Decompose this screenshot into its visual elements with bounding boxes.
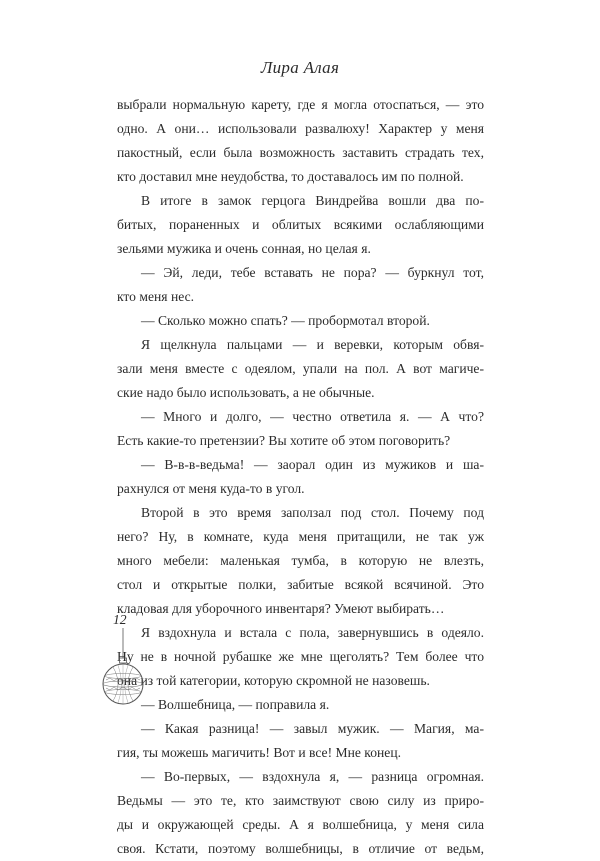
text-line: Второй в это время заползал под стол. Почему под [141, 505, 484, 520]
text-line: выбрали нормальную карету, где я могла отоспаться, — это [117, 97, 484, 112]
text-line: — В-в-в-ведьма! — заорал один из мужиков и ша- [141, 457, 484, 472]
text-line: — Во-первых, — вздохнула я, — разница огромная. [141, 769, 484, 784]
text-line: Я щелкнула пальцами — и веревки, которым обвя- [141, 337, 484, 352]
text-line: него? Ну, в комнате, куда меня притащили, не так уж [117, 529, 484, 544]
text-line: своя. Кстати, поэтому волшебницы, в отличие от ведьм, [117, 841, 484, 856]
text-line: кладовая для уборочного инвентаря? Умеют выбирать… [117, 601, 445, 616]
text-line: она из той категории, которую скромной не назовешь. [117, 673, 430, 688]
text-line: — Сколько можно спать? — пробормотал второй. [141, 313, 430, 328]
text-line: — Эй, леди, тебе вставать не пора? — буркнул тот, [141, 265, 484, 280]
text-line: Есть какие-то претензии? Вы хотите об этом поговорить? [117, 433, 451, 448]
text-line: битых, пораненных и облитых всякими ослабляющими [117, 217, 484, 232]
text-line: кто меня нес. [117, 289, 195, 304]
text-line: — Много и долго, — честно ответила я. — А что? [141, 409, 484, 424]
text-line: одно. А они… использовали развалюху! Характер у меня [117, 121, 484, 136]
text-line: рахнулся от меня куда-то в угол. [117, 481, 305, 496]
text-line: кто доставил мне неудобства, то доставалось им по полной. [117, 169, 464, 184]
text-line: ды и окружающей среды. А я волшебница, у меня сила [117, 817, 484, 832]
text-line: зали меня вместе с одеялом, упали на пол. А вот магиче- [117, 361, 484, 376]
page-number: 12 [113, 612, 127, 627]
text-line: Я вздохнула и встала с пола, завернувшись в одеяло. [141, 625, 484, 640]
text-line: пакостный, если была возможность заставить страдать тех, [117, 145, 484, 160]
body-text [117, 93, 484, 861]
text-line: зельями мужика и очень сонная, но целая я. [117, 241, 371, 256]
text-line: В итоге в замок герцога Виндрейва вошли два по- [141, 193, 484, 208]
text-line: ские надо было использовать, а не обычные. [117, 385, 375, 400]
text-line: много мебели: маленькая тумба, в которую не влезть, [117, 553, 484, 568]
running-header: Лира Алая [260, 58, 340, 77]
text-line: — Волшебница, — поправила я. [141, 697, 330, 712]
text-line: Ведьмы — это те, кто заимствуют свою силу из приро- [117, 793, 484, 808]
text-line: — Какая разница! — завыл мужик. — Магия, ма- [141, 721, 484, 736]
text-line: стол и открытые полки, забитые всякой всячиной. Это [117, 577, 484, 592]
text-line: гия, ты можешь магичить! Вот и все! Мне конец. [117, 745, 401, 760]
text-line: Ну не в ночной рубашке же мне щеголять? Тем более что [117, 649, 484, 664]
christmas-ornament-icon [101, 628, 145, 708]
